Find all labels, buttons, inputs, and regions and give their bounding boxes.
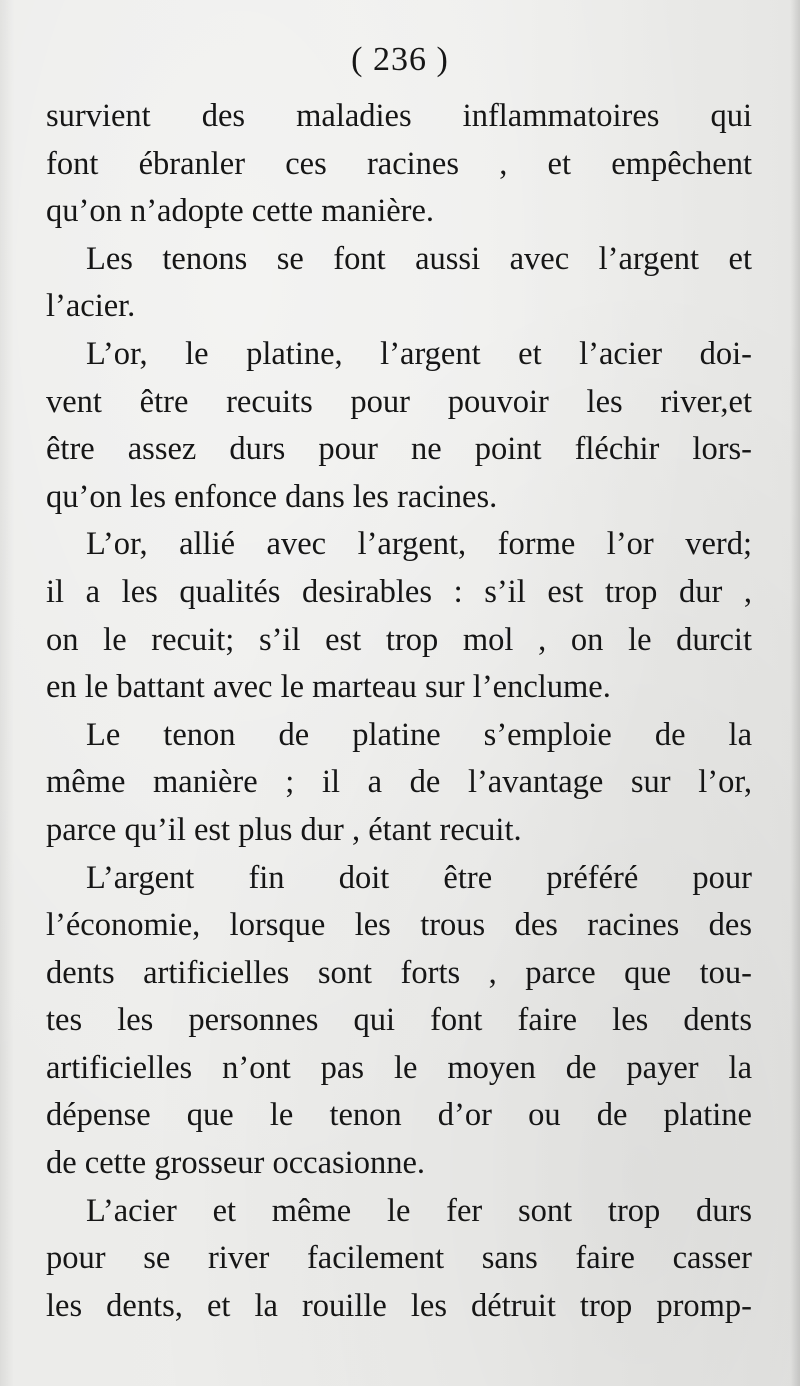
text-line: vent être recuits pour pouvoir les river,et [46, 383, 752, 420]
text-line: être assez durs pour ne point fléchir lors- [46, 431, 752, 468]
text-line: L’or, le platine, l’argent et l’acier doi- [86, 335, 752, 372]
text-line: L’argent fin doit être préféré pour [86, 859, 752, 896]
text-line: pour se river facilement sans faire casser [46, 1240, 752, 1277]
text-line: artificielles n’ont pas le moyen de payer la [46, 1049, 752, 1086]
text-line: font ébranler ces racines , et empêchent [46, 145, 752, 182]
text-line: qu’on les enfonce dans les racines. [46, 478, 498, 515]
text-line: L’acier et même le fer sont trop durs [86, 1192, 752, 1229]
text-line: dépense que le tenon d’or ou de platine [46, 1097, 752, 1134]
page-number: ( 236 ) [351, 41, 449, 78]
body-text [46, 93, 752, 1330]
text-line: les dents, et la rouille les détruit trop promp- [46, 1287, 752, 1324]
text-line: L’or, allié avec l’argent, forme l’or verd; [86, 526, 752, 563]
text-line: Les tenons se font aussi avec l’argent et [86, 240, 752, 277]
text-line: tes les personnes qui font faire les dents [46, 1002, 752, 1039]
text-line: l’acier. [46, 288, 136, 325]
text-line: Le tenon de platine s’emploie de la [86, 716, 752, 753]
text-line: dents artificielles sont forts , parce que tou- [46, 954, 752, 991]
text-line: parce qu’il est plus dur , étant recuit. [46, 811, 522, 848]
text-line: l’économie, lorsque les trous des racines des [46, 907, 752, 944]
text-line: même manière ; il a de l’avantage sur l’or, [46, 764, 752, 801]
text-line: on le recuit; s’il est trop mol , on le durcit [46, 621, 752, 658]
text-line: il a les qualités desirables : s’il est trop dur , [46, 573, 752, 610]
text-line: en le battant avec le marteau sur l’enclume. [46, 669, 611, 706]
page-edge-shadow [790, 0, 800, 1386]
text-line: qu’on n’adopte cette manière. [46, 193, 435, 230]
text-line: survient des maladies inflammatoires qui [46, 98, 752, 134]
text-line: de cette grosseur occasionne. [46, 1145, 426, 1182]
